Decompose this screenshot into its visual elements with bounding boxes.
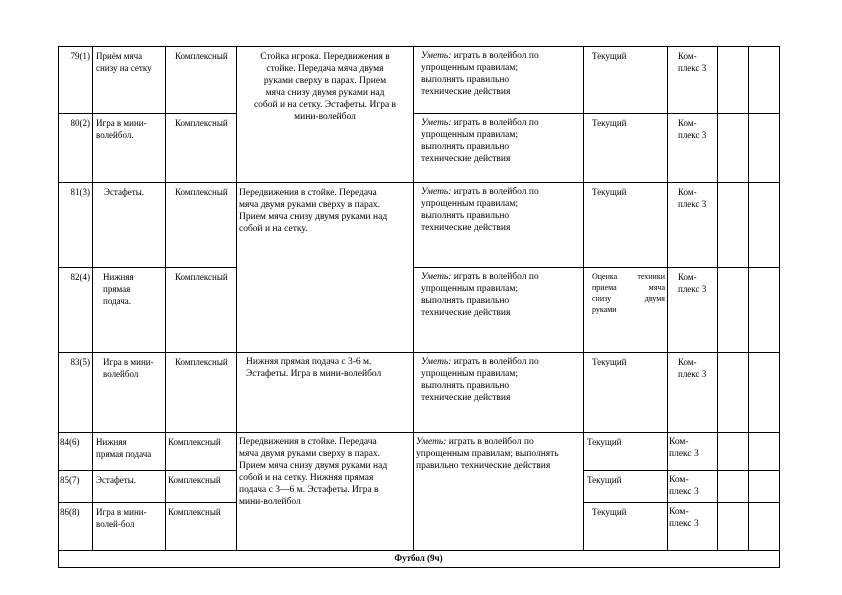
lesson-number: 79(1) [70, 51, 90, 61]
row-divider [58, 470, 236, 471]
lesson-type: Комплексный [168, 507, 221, 517]
expected-skill: Уметь: играть в волейбол по упрощенным правилам; выполнять правильно технические действия [416, 437, 559, 471]
control-type: Текущий [592, 187, 627, 197]
control-type: Текущий [592, 507, 627, 517]
control-type: Текущий [587, 475, 622, 485]
section-title: Футбол (9ч) [394, 553, 443, 563]
control-type: Текущий [592, 51, 627, 61]
row-divider [583, 502, 779, 503]
lesson-topic: Эстафеты. [104, 187, 145, 197]
row-divider [58, 502, 236, 503]
lesson-topic: Игра в мини- волейбол [103, 357, 154, 379]
homework: Ком- плекс 3 [678, 357, 707, 379]
control-type: Текущий [592, 118, 627, 128]
lesson-type: Комплексный [175, 272, 228, 282]
control-type: Оценка техники приема мяча снизу двумя руками [592, 272, 665, 314]
lesson-number: 83(5) [70, 357, 90, 367]
expected-skill: Уметь: играть в волейбол по упрощенным правилам; выполнять правильно технические действия [421, 51, 539, 97]
lesson-content: Стойка игрока. Передвижения в стойке. Передача мяча двумя руками сверху в парах. Прием мяча снизу двумя руками над собой и на сетку. Эстафеты. Игра в мини-волейбол [253, 52, 397, 122]
lesson-number: 80(2) [70, 118, 90, 128]
column-divider [583, 46, 584, 550]
row-divider [58, 113, 236, 114]
column-divider [413, 46, 414, 550]
lesson-type: Комплексный [175, 357, 228, 367]
column-divider [165, 46, 166, 550]
column-divider [717, 46, 718, 550]
lesson-type: Комплексный [175, 118, 228, 128]
lesson-content: Нижняя прямая подача с 3-6 м. Эстафеты. Игра в мини-волейбол [246, 357, 382, 379]
control-type: Текущий [587, 437, 622, 447]
row-divider [58, 352, 779, 353]
homework: Ком- плекс 3 [669, 437, 699, 459]
table-bottom-border [58, 567, 779, 568]
expected-skill: Уметь: играть в волейбол по упрощенным правилам; выполнять правильно технические действия [421, 357, 539, 403]
lesson-number: 86(8) [60, 507, 80, 517]
table-left-border [58, 46, 59, 568]
homework: Ком- плекс 3 [678, 51, 707, 73]
control-type: Текущий [592, 357, 627, 367]
lesson-number: 81(3) [70, 187, 90, 197]
homework: Ком- плекс 3 [669, 475, 699, 497]
expected-skill: Уметь: играть в волейбол по упрощенным правилам; выполнять правильно технические действия [421, 187, 539, 233]
lesson-content: Передвижения в стойке. Передача мяча двумя руками сверху в парах. Прием мяча снизу двумя руками над собой и на сетку. [239, 188, 388, 234]
row-divider [58, 182, 779, 183]
lesson-topic: Эстафеты. [96, 475, 137, 485]
lesson-topic: Нижняя прямая подача [96, 437, 152, 459]
table-right-border [779, 46, 780, 568]
lesson-type: Комплексный [168, 437, 221, 447]
lesson-topic: Игра в мини- волей-бол [96, 507, 147, 529]
column-divider [92, 46, 93, 550]
lesson-number: 84(6) [60, 437, 80, 447]
homework: Ком- плекс 3 [678, 187, 707, 209]
lesson-topic: Приём мяча снизу на сетку [96, 51, 152, 73]
column-divider [236, 46, 237, 550]
row-divider [413, 113, 779, 114]
row-divider [58, 550, 779, 551]
lesson-topic: Нижняя прямая подача. [103, 272, 134, 306]
row-divider [58, 267, 236, 268]
row-divider [58, 432, 779, 433]
lesson-content: Передвижения в стойке. Передача мяча двумя руками сверху в парах. Прием мяча снизу двумя руками над собой и на сетку. Нижняя прямая подача с 3—6 м. Эстафеты. Игра в мини-волейбол [239, 437, 388, 507]
expected-skill: Уметь: играть в волейбол по упрощенным правилам; выполнять правильно технические действия [421, 272, 539, 318]
lesson-number: 85(7) [60, 475, 80, 485]
lesson-number: 82(4) [70, 272, 90, 282]
lesson-type: Комплексный [175, 51, 228, 61]
lesson-topic: Игра в мини- волейбол. [96, 118, 147, 140]
lesson-type: Комплексный [168, 475, 221, 485]
table-top-border [58, 46, 779, 47]
column-divider [667, 46, 668, 550]
homework: Ком- плекс 3 [678, 118, 707, 140]
row-divider [413, 267, 779, 268]
lesson-type: Комплексный [175, 187, 228, 197]
homework: Ком- плекс 3 [669, 507, 699, 529]
expected-skill: Уметь: играть в волейбол по упрощенным правилам; выполнять правильно технические действия [421, 118, 539, 164]
row-divider [583, 470, 779, 471]
column-divider [748, 46, 749, 550]
homework: Ком- плекс 3 [678, 272, 707, 294]
